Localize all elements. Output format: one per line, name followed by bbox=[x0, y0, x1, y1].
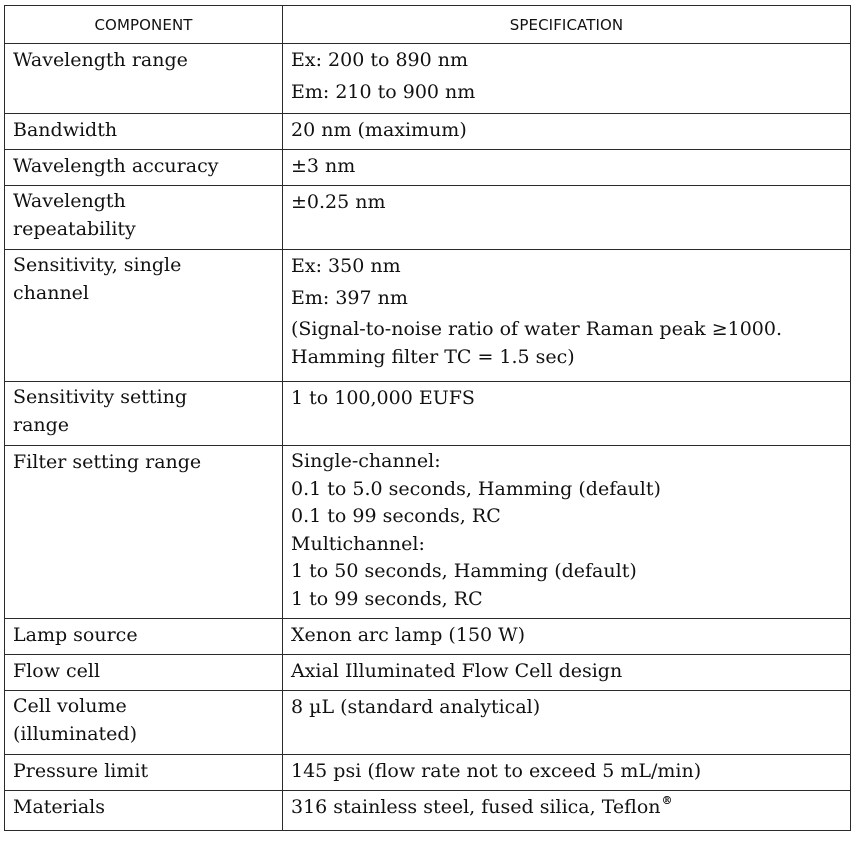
spec-text: 145 psi (flow rate not to exceed 5 mL/min) bbox=[291, 760, 702, 782]
spec-text bbox=[291, 791, 842, 825]
spec-text: Ex: 350 nm bbox=[291, 255, 401, 277]
table-row bbox=[5, 619, 851, 655]
column-header-component: COMPONENT bbox=[5, 6, 283, 44]
spec-text: 20 nm (maximum) bbox=[291, 119, 467, 141]
spec-text: Single-channel: bbox=[291, 450, 441, 472]
spec-text: ±0.25 nm bbox=[291, 191, 386, 213]
spec-cell bbox=[283, 114, 851, 150]
component-label: Filter setting range bbox=[13, 451, 202, 473]
component-cell bbox=[5, 44, 283, 114]
table-row bbox=[5, 382, 851, 446]
spec-cell bbox=[283, 791, 851, 831]
spec-text: Em: 210 to 900 nm bbox=[291, 81, 476, 103]
spec-text: Axial Illuminated Flow Cell design bbox=[291, 660, 623, 682]
component-label: (illuminated) bbox=[13, 722, 137, 745]
spec-cell bbox=[283, 619, 851, 655]
table-row bbox=[5, 791, 851, 831]
spec-text: ±3 nm bbox=[291, 155, 356, 177]
spec-cell bbox=[283, 655, 851, 691]
spec-text: 0.1 to 5.0 seconds, Hamming (default) bbox=[291, 477, 661, 500]
materials-text: 316 stainless steel, fused silica, Teflon bbox=[291, 796, 661, 818]
component-label: Pressure limit bbox=[13, 760, 149, 782]
table-row bbox=[5, 755, 851, 791]
table-row bbox=[5, 114, 851, 150]
component-cell bbox=[5, 250, 283, 382]
component-label: Wavelength accuracy bbox=[13, 155, 219, 177]
table-row bbox=[5, 691, 851, 755]
spec-text: Em: 397 nm bbox=[291, 287, 408, 309]
spec-text: 1 to 100,000 EUFS bbox=[291, 387, 475, 409]
component-label: Materials bbox=[13, 796, 105, 818]
component-label: range bbox=[13, 413, 70, 436]
spec-cell bbox=[283, 250, 851, 382]
component-cell bbox=[5, 691, 283, 755]
table-row bbox=[5, 446, 851, 619]
component-cell bbox=[5, 150, 283, 186]
spec-cell bbox=[283, 446, 851, 619]
component-label: Flow cell bbox=[13, 660, 101, 682]
spec-text: Hamming filter TC = 1.5 sec) bbox=[291, 345, 575, 368]
component-label: channel bbox=[13, 281, 89, 304]
registered-trademark-symbol: ® bbox=[661, 794, 673, 807]
spec-text: (Signal-to-noise ratio of water Raman peak ≥1000. bbox=[291, 318, 783, 340]
spec-text: 8 µL (standard analytical) bbox=[291, 696, 541, 718]
component-label: Sensitivity, single bbox=[13, 254, 182, 276]
spec-text: Xenon arc lamp (150 W) bbox=[291, 624, 526, 646]
component-label: Wavelength bbox=[13, 190, 126, 212]
table-row bbox=[5, 250, 851, 382]
component-label: Lamp source bbox=[13, 624, 138, 646]
column-header-specification: SPECIFICATION bbox=[283, 6, 851, 44]
spec-cell bbox=[283, 186, 851, 250]
component-label: Wavelength range bbox=[13, 49, 188, 71]
table-row bbox=[5, 150, 851, 186]
table-row bbox=[5, 44, 851, 114]
spec-cell bbox=[283, 44, 851, 114]
component-cell bbox=[5, 791, 283, 831]
spec-text: Multichannel: bbox=[291, 532, 425, 555]
spec-text: 1 to 50 seconds, Hamming (default) bbox=[291, 560, 637, 583]
spec-text: 0.1 to 99 seconds, RC bbox=[291, 505, 501, 528]
table-row bbox=[5, 655, 851, 691]
component-cell bbox=[5, 382, 283, 446]
spec-cell bbox=[283, 382, 851, 446]
component-cell bbox=[5, 619, 283, 655]
spec-text: Ex: 200 to 890 nm bbox=[291, 49, 469, 71]
component-cell bbox=[5, 114, 283, 150]
component-cell bbox=[5, 655, 283, 691]
component-label: Bandwidth bbox=[13, 119, 118, 141]
table-row bbox=[5, 186, 851, 250]
component-cell bbox=[5, 755, 283, 791]
spec-cell bbox=[283, 150, 851, 186]
table-header-row bbox=[5, 6, 851, 44]
component-cell bbox=[5, 186, 283, 250]
component-label: Cell volume bbox=[13, 695, 127, 717]
component-label: Sensitivity setting bbox=[13, 386, 187, 408]
spec-text: 1 to 99 seconds, RC bbox=[291, 587, 483, 610]
component-cell bbox=[5, 446, 283, 619]
spec-cell bbox=[283, 691, 851, 755]
specification-table bbox=[4, 5, 851, 831]
component-label: repeatability bbox=[13, 217, 136, 240]
spec-cell bbox=[283, 755, 851, 791]
